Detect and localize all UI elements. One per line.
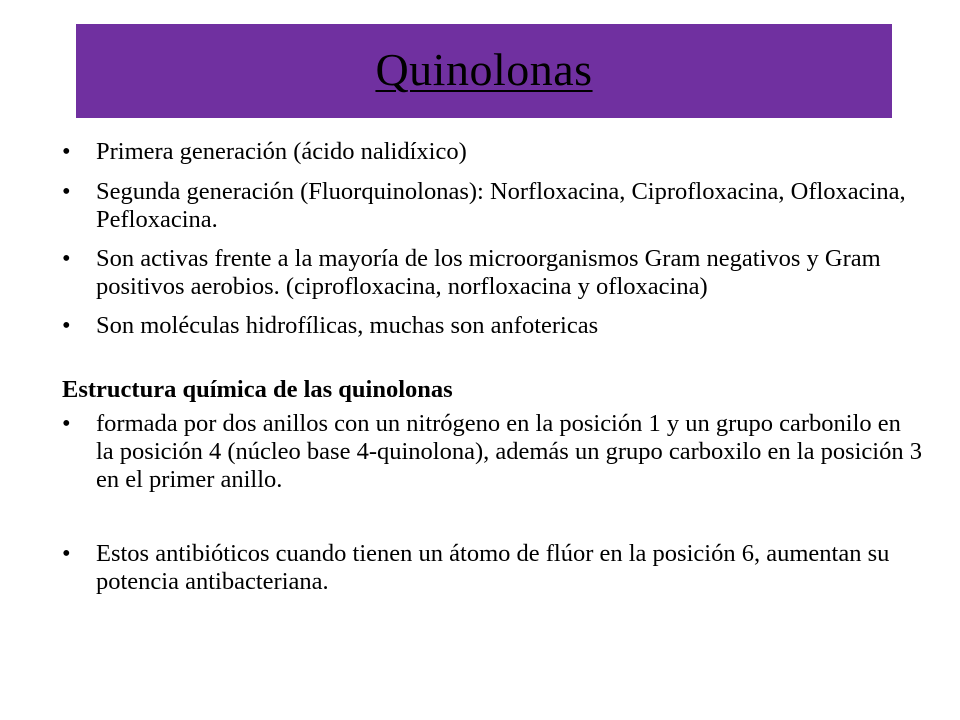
bullet-dot-icon: • xyxy=(62,540,71,567)
bullet-dot-icon: • xyxy=(62,312,71,339)
bullet-dot-icon: • xyxy=(62,245,71,272)
slide-title: Quinolonas xyxy=(375,43,593,95)
bullet-item xyxy=(62,138,922,166)
bullet-text: Estos antibióticos cuando tienen un átomo de flúor en la posición 6, aumentan su potencia antibacteriana. xyxy=(96,540,890,595)
bullet-item xyxy=(62,410,922,494)
bullet-text: Primera generación (ácido nalidíxico) xyxy=(96,138,467,165)
bullet-item xyxy=(62,178,922,234)
bullet-text: Segunda generación (Fluorquinolonas): Norfloxacina, Ciprofloxacina, Ofloxacina, Pefloxacina. xyxy=(96,178,906,233)
title-bar xyxy=(76,24,892,118)
bullet-dot-icon: • xyxy=(62,410,71,437)
bullet-item xyxy=(62,312,922,340)
bullet-dot-icon: • xyxy=(62,178,71,205)
bullet-text: Son activas frente a la mayoría de los microorganismos Gram negativos y Gram positivos aerobios. (ciprofloxacina, norfloxacina y ofloxacina) xyxy=(96,245,881,300)
bullet-dot-icon: • xyxy=(62,138,71,165)
bullet-text: formada por dos anillos con un nitrógeno en la posición 1 y un grupo carbonilo en la posición 4 (núcleo base 4-quinolona), además un grupo carboxilo en la posición 3 en el primer anillo. xyxy=(96,410,922,493)
bullet-item xyxy=(62,245,922,301)
section-heading: Estructura química de las quinolonas xyxy=(62,376,453,403)
bullet-text: Son moléculas hidrofílicas, muchas son anfotericas xyxy=(96,312,599,339)
slide-content xyxy=(62,138,922,596)
bullet-item xyxy=(62,540,922,596)
